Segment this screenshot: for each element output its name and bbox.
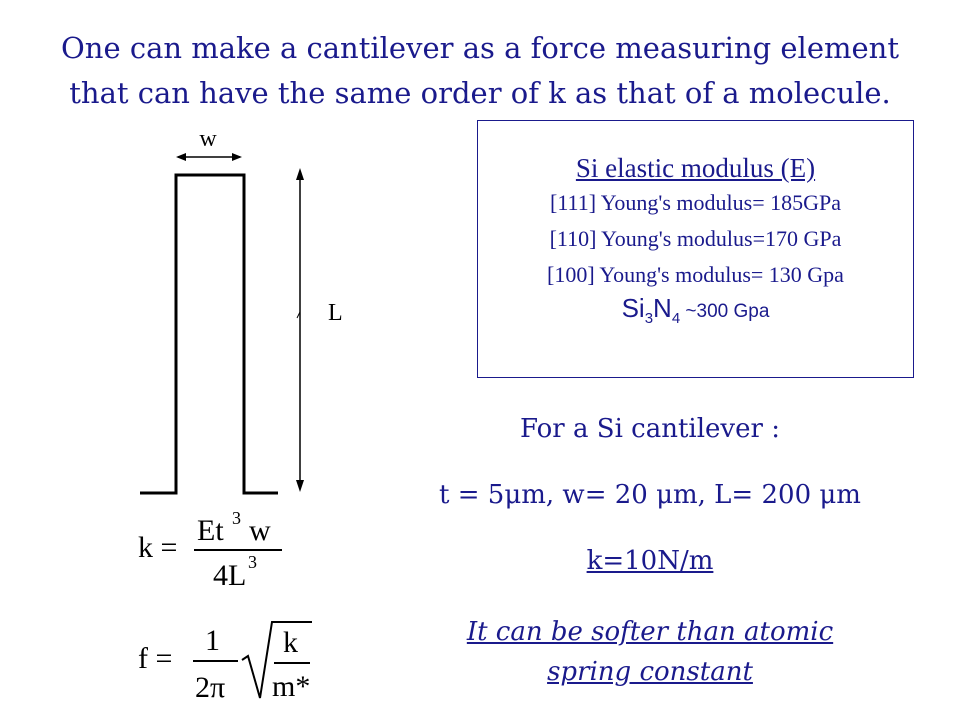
modulus-row-100: [100] Young's modulus= 130 Gpa [547,262,844,287]
k-formula-numerator: Et [197,514,224,547]
length-label: L [328,300,343,326]
modulus-row-111: [111] Young's modulus= 185GPa [550,190,841,215]
width-arrow-left-head [176,153,186,161]
length-arrow-bottom-head [296,480,304,492]
k-formula-numerator-w: w [249,514,271,547]
k-formula-numerator-exp: 3 [232,508,241,528]
elastic-modulus-box [477,120,914,378]
conclusion-text: It can be softer than atomic spring constant [466,617,834,687]
cantilever-outline [140,175,278,493]
title-line-1: One can make a cantilever as a force measuring element [61,31,899,65]
title-line-2: that can have the same order of k as that of a molecule. [69,76,891,110]
f-formula-denominator: 2π [195,671,226,704]
k-formula-denominator: 4L [213,559,247,592]
f-formula-radicand-numerator: k [283,626,298,659]
box-header: Si elastic modulus (E) [575,153,816,183]
cantilever-dimensions: t = 5μm, w= 20 μm, L= 200 μm [439,480,861,510]
f-formula-radicand-denominator: m* [272,670,311,703]
width-label: w [199,126,217,152]
k-formula-lhs: k = [138,531,178,564]
cantilever-heading: For a Si cantilever : [520,414,780,444]
width-arrow-right-head [232,153,242,161]
modulus-row-110: [110] Young's modulus=170 GPa [549,226,842,251]
length-arrow-top-head [296,168,304,180]
f-formula-numerator: 1 [205,624,220,657]
spring-constant-value: k=10N/m [586,546,714,576]
f-formula-lhs: f = [138,642,173,675]
si3n4-modulus: $Si_3N_4$ ~300 Gpa [621,293,770,328]
k-formula-denominator-exp: 3 [248,552,257,572]
